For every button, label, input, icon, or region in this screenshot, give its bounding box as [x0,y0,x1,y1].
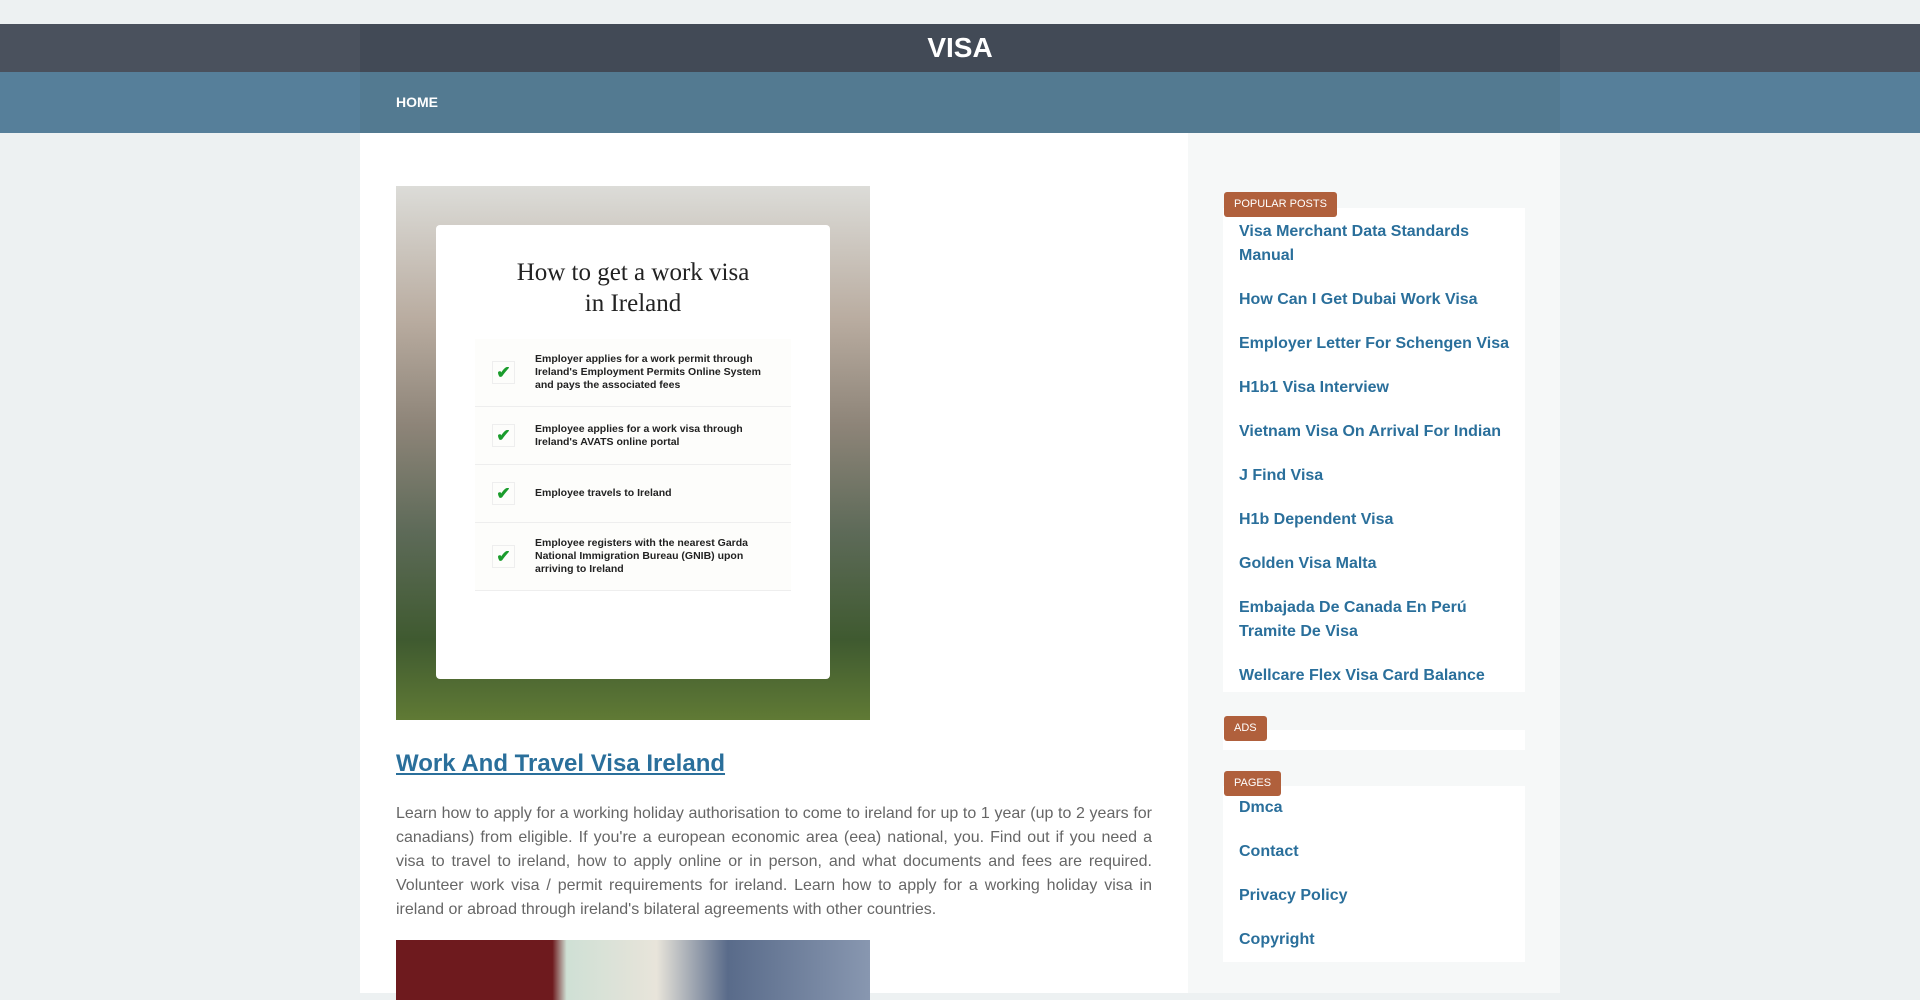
post-title-link[interactable]: Work And Travel Visa Ireland [396,750,726,777]
step-text: Employee travels to Ireland [535,487,672,499]
check-icon: ✔ [492,482,515,505]
infographic-step [475,465,791,523]
infographic-title: How to get a work visa in Ireland [516,259,750,317]
post-featured-image[interactable] [396,186,870,720]
ads-widget [1223,730,1525,750]
popular-post-link[interactable]: Golden Visa Malta [1239,555,1377,572]
infographic-step [475,407,791,465]
popular-posts-heading: POPULAR POSTS [1224,192,1337,217]
sidebar [1188,133,1560,993]
site-title[interactable]: VISA [927,32,993,63]
pages-heading: PAGES [1224,771,1281,796]
popular-post-link[interactable]: H1b Dependent Visa [1239,511,1394,528]
main-nav [0,72,1920,133]
popular-posts-widget [1223,208,1525,692]
second-post-image[interactable] [396,940,870,1000]
main-content [360,133,1188,993]
check-icon: ✔ [492,361,515,384]
site-header [0,24,1920,72]
post-excerpt: Learn how to apply for a working holiday authorisation to come to ireland for up to 1 year (up to 2 years for canadians) from eligible. If you're a european economic area (eea) national, you. Find out if you need a visa to travel to ireland, how to apply online or in person, and what documents and fees are required. Volunteer work visa / permit requirements for ireland. Learn how to apply for a working holiday visa in ireland or abroad through ireland's bilateral agreements with other countries. [396,805,1152,918]
infographic-step [475,339,791,407]
page-link[interactable]: Privacy Policy [1239,887,1348,904]
popular-post-link[interactable]: How Can I Get Dubai Work Visa [1239,291,1478,308]
popular-post-link[interactable]: Employer Letter For Schengen Visa [1239,335,1510,352]
page-link[interactable]: Copyright [1239,931,1315,948]
page-link[interactable]: Dmca [1239,799,1283,816]
step-text: Employer applies for a work permit through Ireland's Employment Permits Online System and pays the associated fees [535,353,761,391]
popular-post-link[interactable]: Visa Merchant Data Standards Manual [1239,223,1470,264]
check-icon: ✔ [492,424,515,447]
popular-post-link[interactable]: Vietnam Visa On Arrival For Indian [1239,423,1502,440]
popular-post-link[interactable]: J Find Visa [1239,467,1324,484]
pages-widget [1223,786,1525,962]
step-text: Employee applies for a work visa through Ireland's AVATS online portal [535,422,743,448]
page-link[interactable]: Contact [1239,843,1299,860]
popular-post-link[interactable]: H1b1 Visa Interview [1239,379,1389,396]
ads-heading: ADS [1224,716,1267,741]
infographic-card [436,225,830,679]
nav-home[interactable]: HOME [396,94,438,110]
check-icon: ✔ [492,545,515,568]
infographic-step [475,523,791,591]
popular-post-link[interactable]: Embajada De Canada En Perú Tramite De Visa [1239,599,1467,640]
popular-post-link[interactable]: Wellcare Flex Visa Card Balance [1239,667,1485,684]
step-text: Employee registers with the nearest Garda National Immigration Bureau (GNIB) upon arriving to Ireland [535,537,748,575]
